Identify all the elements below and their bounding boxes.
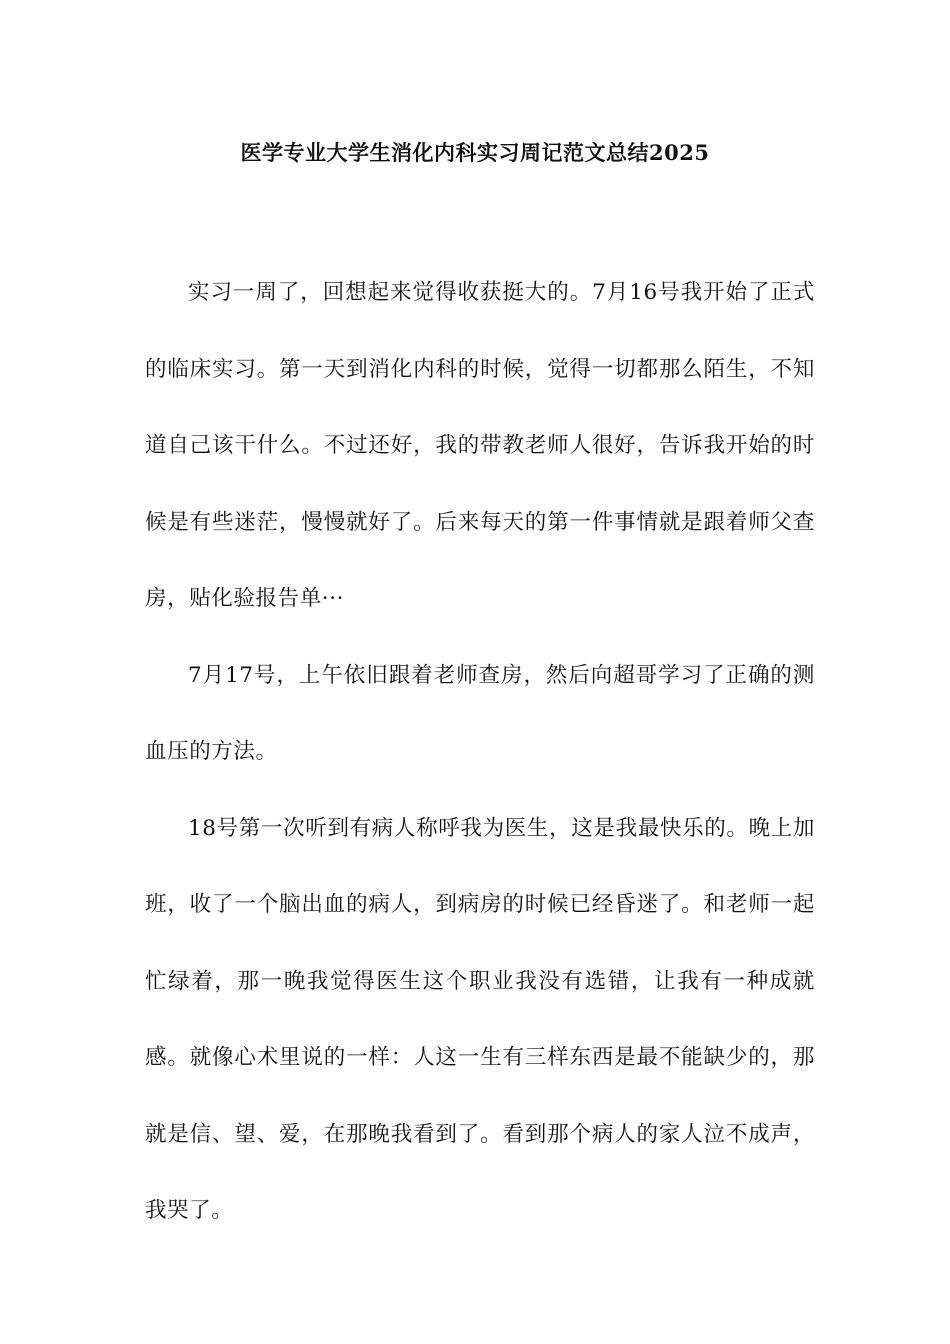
paragraph-2: 7月17号，上午依旧跟着老师查房，然后向超哥学习了正确的测血压的方法。 bbox=[145, 662, 815, 764]
paragraph-3: 18号第一次听到有病人称呼我为医生，这是我最快乐的。晚上加班，收了一个脑出血的病人，到病房的时候已经昏迷了。和老师一起忙绿着，那一晚我觉得医生这个职业我没有选错，让我有一种成就感。就像心术里说的一样：人这一生有三样东西是最不能缺少的，那就是信、望、爱，在那晚我看到了。看到那个病人的家人泣不成声，我哭了。 bbox=[145, 815, 815, 1223]
document-body bbox=[145, 255, 815, 1250]
paragraph-1: 实习一周了，回想起来觉得收获挺大的。7月16号我开始了正式的临床实习。第一天到消化内科的时候，觉得一切都那么陌生，不知道自己该干什么。不过还好，我的带教老师人很好，告诉我开始的时候是有些迷茫，慢慢就好了。后来每天的第一件事情就是跟着师父查房，贴化验报告单··· bbox=[145, 280, 815, 611]
document-title: 医学专业大学生消化内科实习周记范文总结2025 bbox=[240, 140, 710, 165]
